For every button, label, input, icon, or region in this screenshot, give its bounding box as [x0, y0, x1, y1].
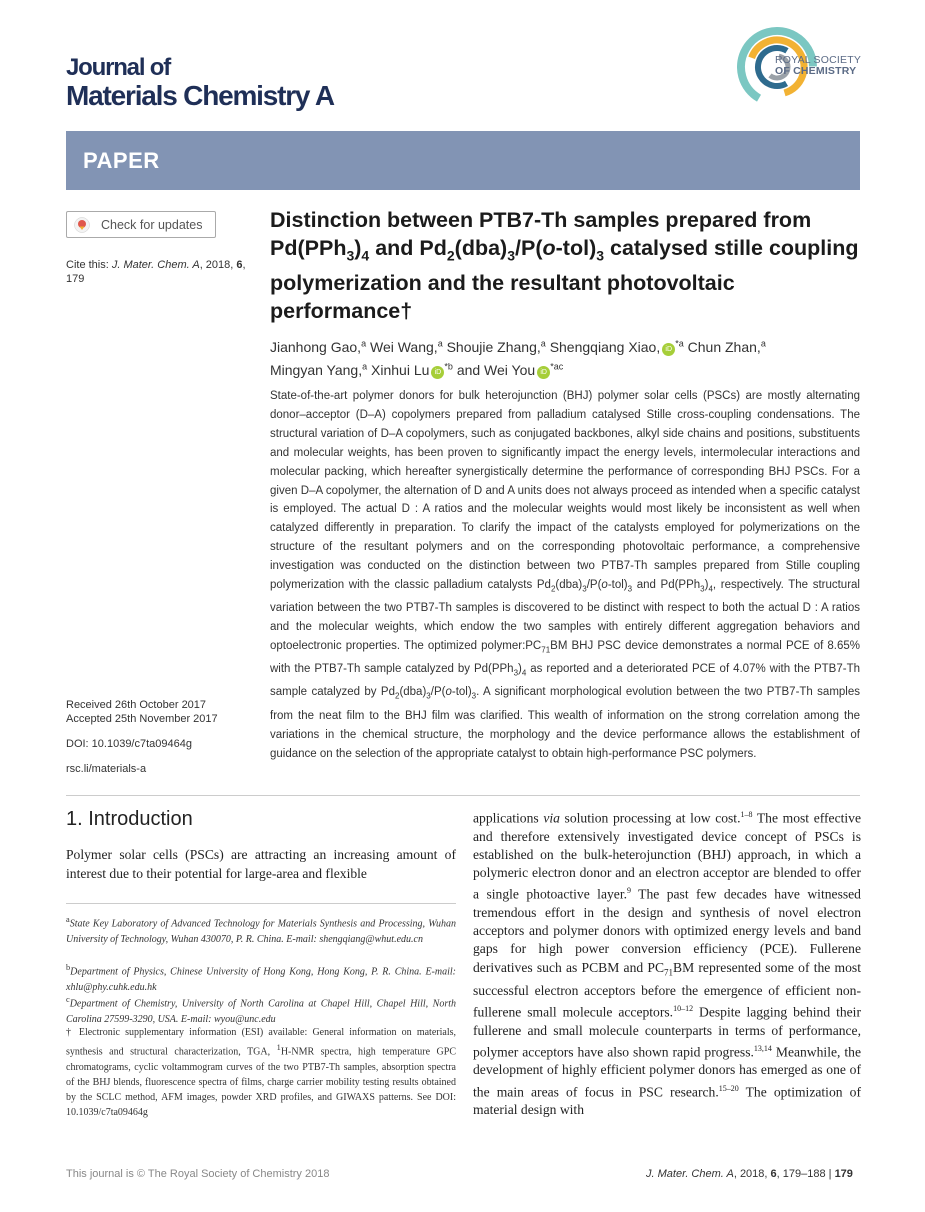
author[interactable]: and Wei You $iD^{*ac}$ [456, 361, 564, 379]
publisher-line2: OF CHEMISTRY [775, 65, 857, 77]
title-text: -tol) [555, 236, 597, 260]
footer-citation: J. Mater. Chem. A, 2018, 6, 179–188 | 179 [646, 1168, 853, 1180]
title-sub: 3 [596, 247, 605, 264]
author[interactable]: Shengqiang Xiao, $iD^{*a}$ [549, 338, 684, 355]
accepted-date: Accepted 25th November 2017 [66, 713, 218, 725]
footer-copyright: This journal is © The Royal Society of Chemistry 2018 [66, 1168, 330, 1180]
article-title [270, 206, 860, 325]
section-label: PAPER [83, 148, 160, 173]
abstract: State-of-the-art polymer donors for bulk heterojunction (BHJ) polymer solar cells (PSCs) are mostly alternating donor–acceptor (D–A) copolymers prepared from palladium catalysed Stille cross-coupling condensations. The structural variation of D–A copolymers, such as conjugated backbones, alkyl side chains and positions, substituents and molecular weights, has been proven to significantly impact the energy levels, intermolecular interactions and molecular packing, which hereafter synergistically determine the performance of corresponding BHJ PSCs. For a given D–A copolymer, the alternation of D and A units does not always proceed as intended when a specific catalyst is employed. The actual D : A ratios and the molecular weights would most likely be inconsistent as well when catalyzed differently in preparation. To clarify the impact of the catalysts employed for polymerizations on the structure of the resultant polymers and on the corresponding photovoltaic performance, a comprehensive investigation was conducted on the distinction between two PTB7-Th samples prepared from Stille coupling polymerization with the classic palladium catalysts $Pd_2(dba)_3/P(o-tol)_3$ and $Pd(PPh_3)_4$, respectively. The structural variation between the two PTB7-Th samples is discovered to be distinct with respect to both the actual D : A ratios and the molecular weights, which endow the two samples with entirely different aggregation behaviors and optoelectronic properties. The optimized $polymer:PC_{71}BM$ BHJ PSC device demonstrates a normal PCE of 8.65% with the PTB7-Th sample catalyzed by $Pd(PPh_3)_4$ as reported and a deteriorated PCE of 4.07% with the PTB7-Th sample catalyzed by $Pd_2(dba)_3/P(o-tol)_3$. A significant morphological evolution between the two PTB7-Th samples from the neat film to the BHJ film was clarified. This wealth of information on the strong correlation among the variations in the chemical structure, the morphology and the device performance allows the establishment of guidance on the selection of the appropriate catalyst to obtain high-performance PSC polymers. [270, 390, 861, 760]
author[interactable]: Mingyan Yang,$^a$ [270, 361, 368, 379]
cite-label: Cite this: [66, 259, 109, 271]
divider [66, 795, 860, 796]
check-updates-icon [74, 217, 90, 233]
title-italic: o [542, 236, 556, 260]
check-updates-label[interactable]: Check for updates [101, 218, 203, 232]
publisher-line1: ROYAL SOCIETY [775, 54, 862, 66]
received-dates [66, 698, 218, 726]
author[interactable]: Wei Wang,$^a$ [369, 338, 443, 355]
title-sub: 3 [346, 247, 355, 264]
cite-block: Cite this: J. Mater. Chem. A, 2018, 6, 179 [66, 259, 246, 285]
footnote-affiliation-b: $^b$Department of Physics, Chinese University of Hong Kong, Hong Kong, P. R. China. E-mail: xhlu@phy.cuhk.edu.hk [66, 963, 456, 993]
author[interactable]: Jianhong Gao,$^a$ [270, 338, 367, 355]
section-banner [66, 131, 860, 190]
cite-journal: J. Mater. Chem. A [111, 259, 200, 271]
intro-paragraph: Polymer solar cells (PSCs) are attracting an increasing amount of interest due to their potential for large-area and flexible [66, 847, 456, 881]
title-text: and Pd [369, 236, 447, 260]
body-text-right: applications via solution processing at low cost.$^{1-8}$ The most effective and therefore extensively investigated device concept of PSCs is established on the bulk-heterojunction (BHJ) approach, in which a polymeric electron donor and an electron acceptor are blended to offer a single photoactive layer.$^9$ The past few decades have witnessed tremendous effort in the design and synthesis of novel electron acceptors and polymer donors with optimized energy levels and band gaps for high power conversion efficiency (PCE). Fullerene derivatives such as PCBM and $PC_{71}BM$ represented some of the most successful electron acceptors before the emergence of efficient non-fullerene small molecule acceptors.$^{10-12}$ Despite lagging behind their fullerene and small molecule counterparts in terms of performance, polymer acceptors have also shown rapid progress.$^{13,14}$ Meanwhile, the development of highly efficient polymer donors has emerged as one of the main areas of focus in PSC research.$^{15-20}$ The optimization of material design with [473, 810, 861, 1118]
journal-name-line2: Materials Chemistry A [66, 80, 334, 111]
title-text: (dba) [454, 236, 508, 260]
footnote-affiliation-a: $^a$State Key Laboratory of Advanced Technology for Materials Synthesis and Processing, Wuhan University of Technology, Wuhan 430070, P. R. China. E-mail: shengqiang@whut.edu.cn [66, 915, 456, 945]
cite-volume: 6 [236, 259, 243, 271]
title-sub: 4 [361, 247, 370, 264]
doi[interactable]: DOI: 10.1039/c7ta09464g [66, 738, 192, 750]
journal-name [66, 56, 334, 110]
cite-page: 179 [66, 273, 85, 285]
author-list [270, 333, 860, 380]
title-text: ) [354, 236, 362, 260]
title-sub: 3 [507, 247, 516, 264]
publisher-name [775, 55, 861, 77]
title-text: catalysed stille coupling polymerization and the resultant photovoltaic performance† [270, 236, 859, 324]
orcid-icon[interactable]: iD [431, 366, 444, 379]
footnote-esi: † Electronic supplementary information (ESI) available: General information on materials, synthesis and structural characterization, TGA, $^1$H-NMR spectra, high temperature GPC chromatograms, cyclic voltammogram curves of the two PTB7-Th samples, absorption spectra of the BHJ blends, fluorescence spectra of films, charge carrier mobility testing results obtained by the SCLC method, AFM images, powder XRD profiles, and GIWAXS patterns. See DOI: 10.1039/c7ta09464g [66, 1027, 456, 1119]
author[interactable]: Xinhui Lu $iD^{*b}$ [371, 361, 453, 379]
author[interactable]: Chun Zhan,$^a$ [687, 338, 766, 355]
page-number: 179 [834, 1168, 853, 1180]
author[interactable]: Shoujie Zhang,$^a$ [446, 338, 546, 355]
journal-link[interactable]: rsc.li/materials-a [66, 763, 147, 775]
received-date: Received 26th October 2017 [66, 699, 207, 711]
title-text: /P( [515, 236, 543, 260]
title-text: Distinction between PTB7-Th samples prepared from Pd(PPh [270, 208, 812, 260]
footnote-affiliation-c: $^c$Department of Chemistry, University of North Carolina at Chapel Hill, Chapel Hill, North Carolina 27599-3290, USA. E-mail: wyou@unc.edu [66, 995, 456, 1025]
cite-year: , 2018, [199, 259, 234, 271]
journal-name-line1: Journal of [66, 54, 171, 81]
orcid-icon[interactable]: iD [662, 343, 675, 356]
footnote-divider [66, 903, 456, 904]
title-sub: 2 [446, 247, 455, 264]
orcid-icon[interactable]: iD [537, 366, 550, 379]
section-heading: 1. Introduction [66, 808, 193, 830]
